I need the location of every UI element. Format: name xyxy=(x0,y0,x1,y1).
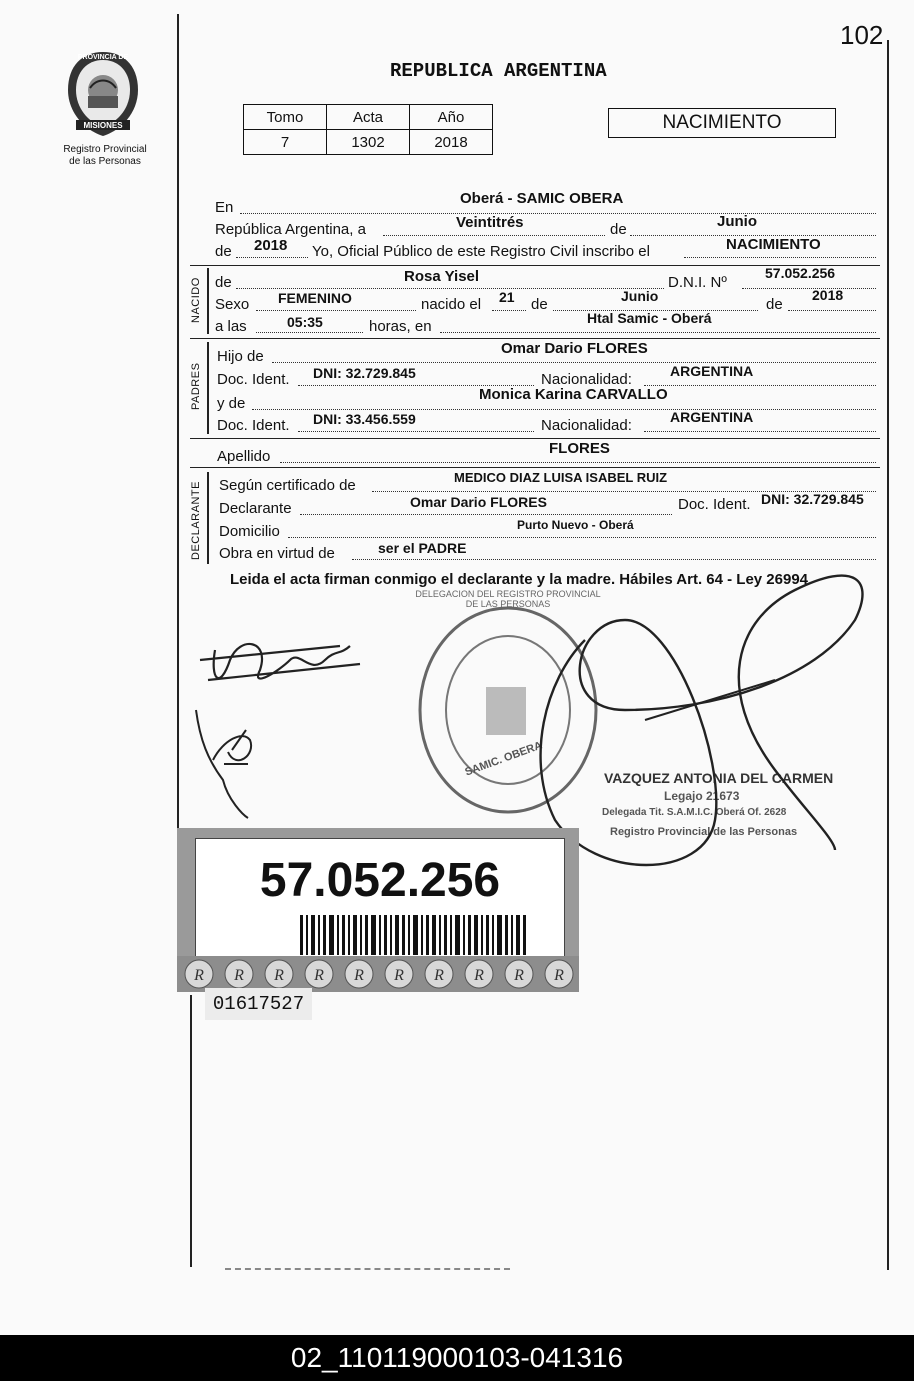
mother-nat-label: Nacionalidad: xyxy=(541,417,632,434)
official-legajo: Legajo 21673 xyxy=(664,789,740,803)
apellido-label: Apellido xyxy=(217,448,271,465)
mother-doc-dots xyxy=(298,431,534,432)
nacido-bracket xyxy=(207,268,209,334)
declarante-doc-value: DNI: 32.729.845 xyxy=(761,491,864,507)
nacido-el-label: nacido el xyxy=(421,296,482,313)
pattern-letter: R xyxy=(314,967,324,984)
serial-label: 01617527 xyxy=(205,988,312,1020)
apellido-dots xyxy=(280,462,876,463)
time-dots xyxy=(256,332,363,333)
declarante-doc-label: Doc. Ident. xyxy=(678,496,751,513)
separator-4 xyxy=(190,467,880,468)
horas-label: horas, en xyxy=(369,318,432,335)
left-signature-1 xyxy=(190,620,380,700)
pattern-letter: R xyxy=(354,967,364,984)
document-title: REPUBLICA ARGENTINA xyxy=(390,60,607,82)
value-acta: 1302 xyxy=(327,130,410,155)
day-num-dots xyxy=(492,310,526,311)
year-value: 2018 xyxy=(254,237,288,254)
birth-place-value: Htal Samic - Oberá xyxy=(587,310,712,326)
page-number: 102 xyxy=(840,20,884,50)
left-margin-line-lower xyxy=(190,995,192,1267)
declarante-value: Omar Dario FLORES xyxy=(410,494,547,510)
obra-value: ser el PADRE xyxy=(378,540,467,556)
logo-ring-top: PROVINCIA DE xyxy=(77,54,129,61)
stamp-center-text: SAMIC. OBERA xyxy=(463,739,544,779)
birth-time-value: 05:35 xyxy=(287,314,323,330)
mother-nat-value: ARGENTINA xyxy=(670,409,754,425)
pattern-letter: R xyxy=(434,967,444,984)
header-anio: Año xyxy=(410,105,493,130)
registry-table xyxy=(243,104,493,155)
pattern-letter: R xyxy=(194,967,204,984)
day-words-value: Veintitrés xyxy=(456,214,524,231)
mother-doc-label: Doc. Ident. xyxy=(217,417,290,434)
dni-label: D.N.I. Nº xyxy=(668,274,727,291)
province-seal-logo xyxy=(62,48,144,140)
birth-day-value: 21 xyxy=(499,289,515,305)
value-tomo: 7 xyxy=(244,130,327,155)
child-dni-value: 57.052.256 xyxy=(765,265,836,281)
declarante-side-label: DECLARANTE xyxy=(190,481,202,560)
place-value: Oberá - SAMIC OBERA xyxy=(460,190,624,207)
en-label: En xyxy=(215,199,234,216)
padres-bracket xyxy=(207,342,209,434)
mother-dots xyxy=(252,409,876,410)
bottom-faint-line xyxy=(225,1268,510,1270)
barcode-pattern-strip xyxy=(177,956,579,992)
dni-dots xyxy=(742,288,876,289)
father-doc-label: Doc. Ident. xyxy=(217,371,290,388)
month-value: Junio xyxy=(717,213,757,230)
de-label-2: de xyxy=(215,243,232,260)
republica-label: República Argentina, a xyxy=(215,221,366,238)
cert-label: Según certificado de xyxy=(219,477,356,494)
inscribo-dots xyxy=(684,257,876,258)
birth-month-value: Junio xyxy=(621,288,659,304)
father-nat-label: Nacionalidad: xyxy=(541,371,632,388)
domicilio-value: Purto Nuevo - Oberá xyxy=(517,518,634,532)
mother-doc-value: DNI: 33.456.559 xyxy=(313,411,416,427)
nacido-de-label-3: de xyxy=(766,296,783,313)
barcode-number: 57.052.256 xyxy=(259,854,501,907)
child-name-value: Rosa Yisel xyxy=(404,268,480,285)
father-nat-value: ARGENTINA xyxy=(670,363,754,379)
pattern-letter: R xyxy=(554,967,564,984)
mother-nat-dots xyxy=(644,431,876,432)
birth-year-value: 2018 xyxy=(812,287,844,303)
nacido-de-label: de xyxy=(215,274,232,291)
logo-caption-2: de las Personas xyxy=(69,156,141,167)
sexo-value: FEMENINO xyxy=(278,290,352,306)
sexo-dots xyxy=(256,310,416,311)
en-dots xyxy=(240,213,876,214)
value-anio: 2018 xyxy=(410,130,493,155)
closing-note: Leida el acta firman conmigo el declarante y la madre. Hábiles Art. 64 - Ley 26994 xyxy=(230,571,809,588)
birth-place-dots xyxy=(440,332,876,333)
pattern-letter: R xyxy=(514,967,524,984)
hijo-de-label: Hijo de xyxy=(217,348,264,365)
declarante-bracket xyxy=(207,472,209,564)
mother-name-value: Monica Karina CARVALLO xyxy=(479,386,668,403)
obra-label: Obra en virtud de xyxy=(219,545,335,562)
father-doc-value: DNI: 32.729.845 xyxy=(313,365,416,381)
father-name-value: Omar Dario FLORES xyxy=(501,340,648,357)
inscribo-value: NACIMIENTO xyxy=(726,236,821,253)
official-name: VAZQUEZ ANTONIA DEL CARMEN xyxy=(604,770,834,786)
alas-label: a las xyxy=(215,318,247,335)
nacido-de-label-2: de xyxy=(531,296,548,313)
father-nat-dots xyxy=(644,385,876,386)
logo-caption-1: Registro Provincial xyxy=(63,144,147,155)
logo-ring-bottom: MISIONES xyxy=(83,121,123,130)
oficial-text: Yo, Oficial Público de este Registro Civil inscribo el xyxy=(312,243,650,260)
father-dots xyxy=(272,362,876,363)
birth-year-dots xyxy=(788,310,876,311)
year-dots xyxy=(236,257,308,258)
nacido-side-label: NACIDO xyxy=(190,277,202,323)
name-dots xyxy=(236,288,664,289)
cert-value: MEDICO DIAZ LUISA ISABEL RUIZ xyxy=(454,470,668,485)
footer-document-id: 02_110119000103-041316 xyxy=(0,1335,914,1381)
separator-3 xyxy=(190,438,880,439)
padres-side-label: PADRES xyxy=(190,362,202,410)
barcode-bars xyxy=(300,915,530,955)
apellido-value: FLORES xyxy=(549,440,610,457)
domicilio-dots xyxy=(288,537,876,538)
dni-barcode-sticker xyxy=(177,828,579,992)
left-margin-line xyxy=(177,14,179,844)
official-cargo: Delegada Tit. S.A.M.I.C. Oberá Of. 2628 xyxy=(602,807,787,818)
record-type-box: NACIMIENTO xyxy=(608,108,836,138)
header-tomo: Tomo xyxy=(244,105,327,130)
left-signature-2 xyxy=(188,700,278,820)
pattern-letter: R xyxy=(394,967,404,984)
sexo-label: Sexo xyxy=(215,296,250,313)
barcode-white-area xyxy=(195,838,565,958)
day-dots xyxy=(383,235,605,236)
y-de-label: y de xyxy=(217,395,246,412)
pattern-letter: R xyxy=(234,967,244,984)
pattern-letter: R xyxy=(274,967,284,984)
header-acta: Acta xyxy=(327,105,410,130)
domicilio-label: Domicilio xyxy=(219,523,280,540)
official-registro: Registro Provincial de las Personas xyxy=(610,826,798,838)
separator-2 xyxy=(190,338,880,339)
pattern-letter: R xyxy=(474,967,484,984)
de-label-1: de xyxy=(610,221,627,238)
stamp-ring-text: DELEGACION DEL REGISTRO PROVINCIAL DE LAS PERSONAS xyxy=(415,589,601,609)
declarante-label: Declarante xyxy=(219,500,292,517)
declarante-dots xyxy=(300,514,672,515)
